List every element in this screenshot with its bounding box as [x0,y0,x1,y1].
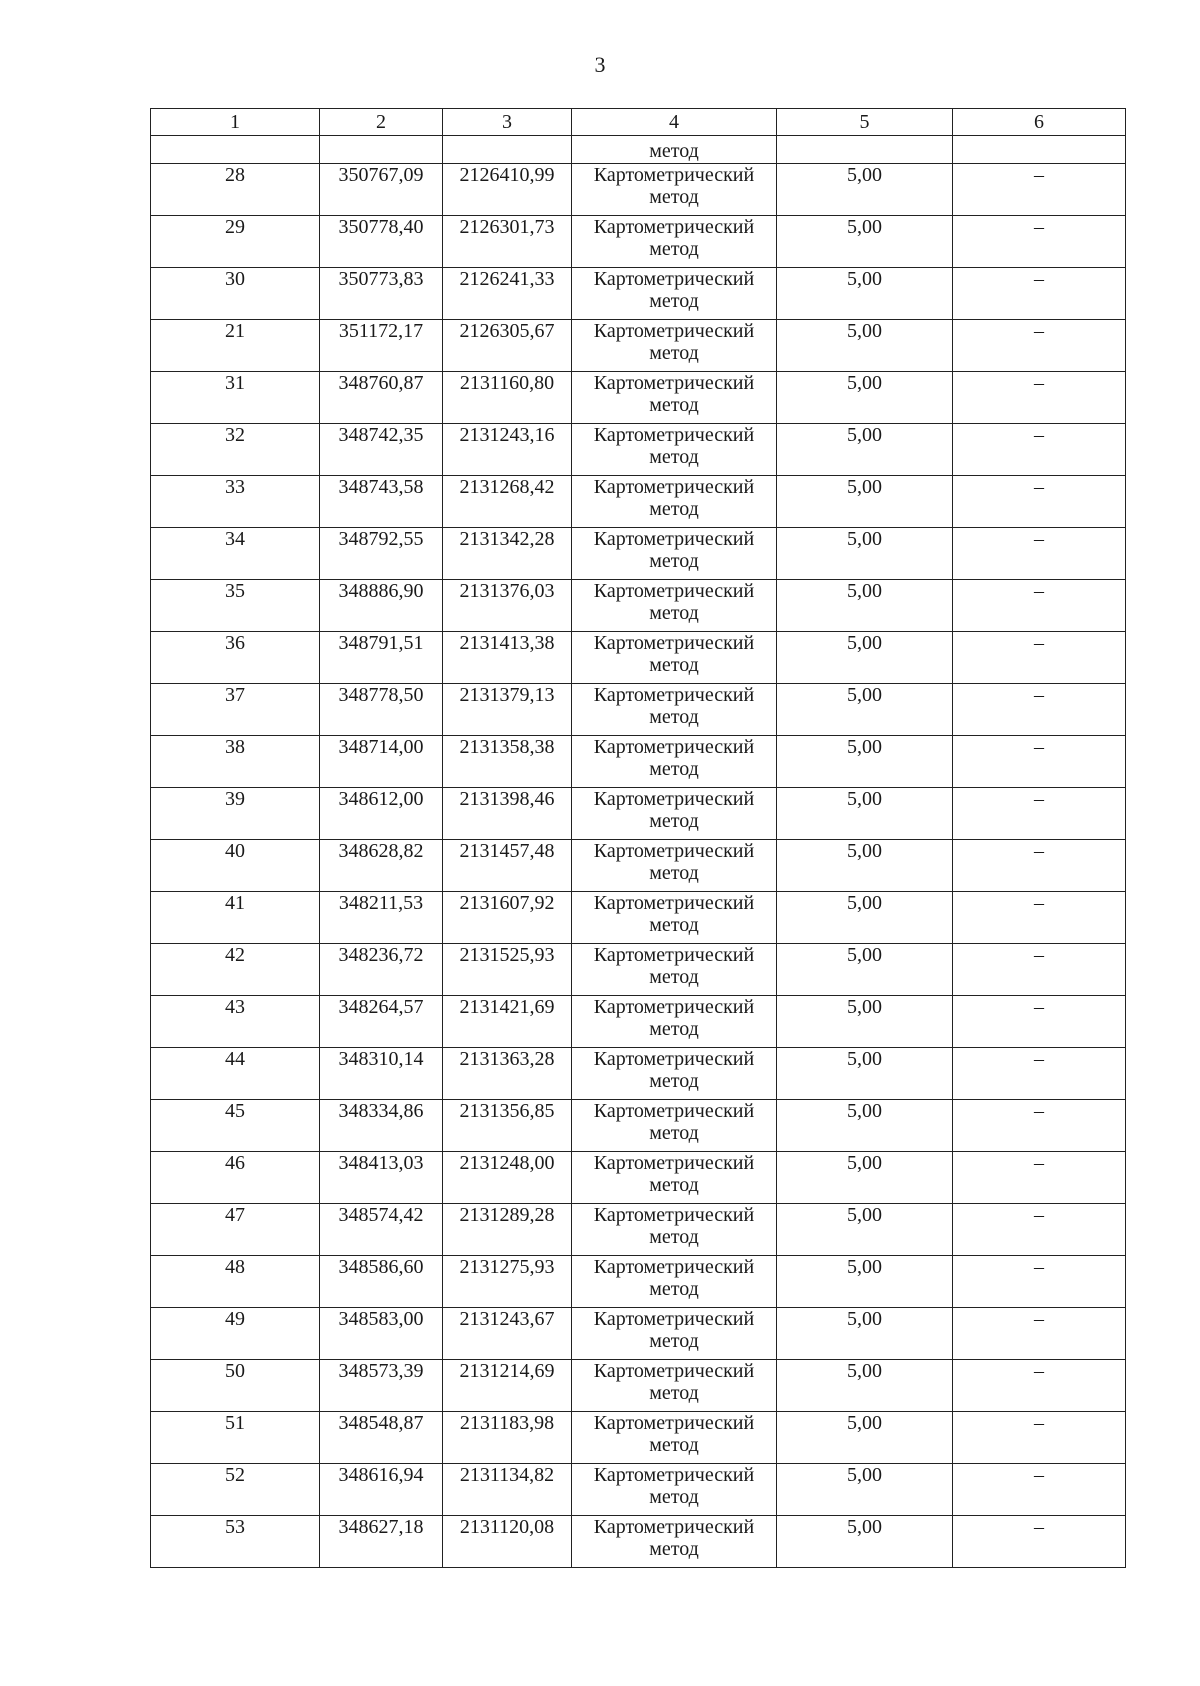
note-cell: – [953,840,1126,892]
x-coordinate-cell: 348548,87 [320,1412,443,1464]
point-number-cell: 32 [151,424,320,476]
table-row [151,528,1126,580]
x-coordinate-cell: 348743,58 [320,476,443,528]
note-cell: – [953,164,1126,216]
x-coordinate-cell: 351172,17 [320,320,443,372]
method-word: метод [649,1330,699,1352]
method-word: метод [649,1226,699,1248]
x-coordinate-cell: 348714,00 [320,736,443,788]
point-number-cell: 41 [151,892,320,944]
method-cell [572,1100,777,1152]
note-cell: – [953,1360,1126,1412]
accuracy-cell: 5,00 [777,476,953,528]
note-cell: – [953,944,1126,996]
method-cell [572,840,777,892]
note-cell: – [953,580,1126,632]
point-number-cell [151,136,320,164]
method-cell [572,996,777,1048]
accuracy-cell: 5,00 [777,840,953,892]
method-cell [572,788,777,840]
method-name: Картометрический [593,892,755,914]
note-cell: – [953,528,1126,580]
method-cell: метод [572,136,777,164]
note-cell: – [953,372,1126,424]
method-name: Картометрический [593,476,755,498]
accuracy-cell: 5,00 [777,268,953,320]
method-word: метод [649,862,699,884]
note-cell: – [953,1204,1126,1256]
method-name: Картометрический [593,1204,755,1226]
note-cell: – [953,1308,1126,1360]
accuracy-cell: 5,00 [777,684,953,736]
method-cell [572,1516,777,1568]
method-name: Картометрический [593,840,755,862]
method-name: Картометрический [593,1516,755,1538]
table-row [151,944,1126,996]
table-row [151,1256,1126,1308]
point-number-cell: 52 [151,1464,320,1516]
method-cell [572,632,777,684]
page-number: 3 [594,52,606,77]
note-cell: – [953,216,1126,268]
method-cell [572,424,777,476]
note-cell: – [953,1048,1126,1100]
point-number-cell: 51 [151,1412,320,1464]
method-word: метод [649,1382,699,1404]
note-cell: – [953,1256,1126,1308]
y-coordinate-cell: 2131275,93 [443,1256,572,1308]
note-cell: – [953,1152,1126,1204]
accuracy-cell: 5,00 [777,788,953,840]
y-coordinate-cell: 2131525,93 [443,944,572,996]
x-coordinate-cell: 348264,57 [320,996,443,1048]
table-row [151,164,1126,216]
accuracy-cell: 5,00 [777,1048,953,1100]
method-cell [572,1360,777,1412]
note-cell: – [953,1100,1126,1152]
table-row [151,736,1126,788]
method-word: метод [649,810,699,832]
accuracy-cell: 5,00 [777,632,953,684]
note-cell: – [953,892,1126,944]
method-word: метод [649,1018,699,1040]
y-coordinate-cell: 2131457,48 [443,840,572,892]
point-number-cell: 33 [151,476,320,528]
y-coordinate-cell: 2126305,67 [443,320,572,372]
accuracy-cell: 5,00 [777,164,953,216]
table-row [151,372,1126,424]
note-cell: – [953,1412,1126,1464]
table-row [151,320,1126,372]
y-coordinate-cell: 2131363,28 [443,1048,572,1100]
method-word: метод [649,1434,699,1456]
y-coordinate-cell: 2126301,73 [443,216,572,268]
x-coordinate-cell [320,136,443,164]
method-cell [572,944,777,996]
method-name: Картометрический [593,216,755,238]
y-coordinate-cell: 2131398,46 [443,788,572,840]
accuracy-cell: 5,00 [777,1360,953,1412]
point-number-cell: 48 [151,1256,320,1308]
method-name: Картометрический [593,996,755,1018]
x-coordinate-cell: 348616,94 [320,1464,443,1516]
point-number-cell: 36 [151,632,320,684]
accuracy-cell: 5,00 [777,1516,953,1568]
method-name: Картометрический [593,580,755,602]
method-name: Картометрический [593,1152,755,1174]
point-number-cell: 21 [151,320,320,372]
column-header: 6 [953,109,1126,136]
point-number-cell: 40 [151,840,320,892]
method-cell [572,892,777,944]
x-coordinate-cell: 348742,35 [320,424,443,476]
accuracy-cell: 5,00 [777,736,953,788]
point-number-cell: 53 [151,1516,320,1568]
column-header: 3 [443,109,572,136]
table-row [151,268,1126,320]
point-number-cell: 35 [151,580,320,632]
accuracy-cell: 5,00 [777,1152,953,1204]
y-coordinate-cell: 2131120,08 [443,1516,572,1568]
x-coordinate-cell: 348334,86 [320,1100,443,1152]
point-number-cell: 46 [151,1152,320,1204]
x-coordinate-cell: 348583,00 [320,1308,443,1360]
x-coordinate-cell: 348628,82 [320,840,443,892]
y-coordinate-cell: 2131421,69 [443,996,572,1048]
x-coordinate-cell: 348211,53 [320,892,443,944]
table-row [151,1516,1126,1568]
accuracy-cell: 5,00 [777,1412,953,1464]
x-coordinate-cell: 348310,14 [320,1048,443,1100]
x-coordinate-cell: 348574,42 [320,1204,443,1256]
x-coordinate-cell: 348586,60 [320,1256,443,1308]
column-header: 1 [151,109,320,136]
method-word: метод [649,602,699,624]
x-coordinate-cell: 348573,39 [320,1360,443,1412]
method-name: Картометрический [593,632,755,654]
method-name: Картометрический [593,684,755,706]
method-word: метод [649,290,699,312]
table-row [151,788,1126,840]
y-coordinate-cell: 2131214,69 [443,1360,572,1412]
table-row [151,684,1126,736]
table-row [151,1152,1126,1204]
column-number-header-row [151,109,1126,136]
method-name: Картометрический [593,736,755,758]
column-header: 2 [320,109,443,136]
method-name: Картометрический [593,528,755,550]
note-cell: – [953,1464,1126,1516]
accuracy-cell: 5,00 [777,1308,953,1360]
method-name: Картометрический [593,372,755,394]
accuracy-cell: 5,00 [777,372,953,424]
method-name: Картометрический [593,268,755,290]
table-row [151,892,1126,944]
method-cell [572,1048,777,1100]
accuracy-cell [777,136,953,164]
method-cell [572,736,777,788]
table-row [151,1464,1126,1516]
method-name: Картометрический [593,1256,755,1278]
method-cell [572,320,777,372]
y-coordinate-cell: 2131356,85 [443,1100,572,1152]
x-coordinate-cell: 348236,72 [320,944,443,996]
accuracy-cell: 5,00 [777,1256,953,1308]
note-cell: – [953,320,1126,372]
y-coordinate-cell: 2131358,38 [443,736,572,788]
note-cell: – [953,736,1126,788]
note-cell: – [953,476,1126,528]
table-row [151,476,1126,528]
table-row [151,1412,1126,1464]
method-word: метод [649,1122,699,1144]
method-name: Картометрический [593,1464,755,1486]
accuracy-cell: 5,00 [777,320,953,372]
point-number-cell: 47 [151,1204,320,1256]
x-coordinate-cell: 348778,50 [320,684,443,736]
x-coordinate-cell: 348612,00 [320,788,443,840]
method-cell [572,372,777,424]
y-coordinate-cell: 2131183,98 [443,1412,572,1464]
method-name: Картометрический [593,164,755,186]
note-cell: – [953,996,1126,1048]
method-name: Картометрический [593,1412,755,1434]
point-number-cell: 29 [151,216,320,268]
y-coordinate-cell: 2131268,42 [443,476,572,528]
method-name: Картометрический [593,320,755,342]
method-cell [572,476,777,528]
table-row [151,1048,1126,1100]
method-cell [572,1256,777,1308]
method-word: метод [649,394,699,416]
y-coordinate-cell: 2131243,67 [443,1308,572,1360]
table-row [151,1308,1126,1360]
accuracy-cell: 5,00 [777,944,953,996]
method-cell [572,216,777,268]
accuracy-cell: 5,00 [777,216,953,268]
point-number-cell: 37 [151,684,320,736]
point-number-cell: 30 [151,268,320,320]
method-word: метод [649,238,699,260]
table-row [151,1360,1126,1412]
note-cell: – [953,268,1126,320]
y-coordinate-cell: 2131413,38 [443,632,572,684]
method-cell [572,1204,777,1256]
method-word: метод [649,914,699,936]
x-coordinate-cell: 350767,09 [320,164,443,216]
method-word: метод [649,1486,699,1508]
note-cell: – [953,424,1126,476]
y-coordinate-cell: 2131160,80 [443,372,572,424]
method-word: метод [649,758,699,780]
x-coordinate-cell: 348791,51 [320,632,443,684]
point-number-cell: 31 [151,372,320,424]
y-coordinate-cell: 2131243,16 [443,424,572,476]
y-coordinate-cell: 2131289,28 [443,1204,572,1256]
method-word: метод [649,966,699,988]
note-cell [953,136,1126,164]
note-cell: – [953,632,1126,684]
point-number-cell: 28 [151,164,320,216]
coordinates-table [150,108,1126,1568]
method-name: Картометрический [593,1308,755,1330]
method-word: метод [649,1278,699,1300]
table-row [151,1100,1126,1152]
method-cell [572,1152,777,1204]
y-coordinate-cell: 2131248,00 [443,1152,572,1204]
x-coordinate-cell: 350773,83 [320,268,443,320]
note-cell: – [953,788,1126,840]
table-row [151,216,1126,268]
point-number-cell: 49 [151,1308,320,1360]
y-coordinate-cell: 2131134,82 [443,1464,572,1516]
accuracy-cell: 5,00 [777,1100,953,1152]
point-number-cell: 39 [151,788,320,840]
table-row [151,424,1126,476]
accuracy-cell: 5,00 [777,580,953,632]
table-row [151,632,1126,684]
y-coordinate-cell: 2131379,13 [443,684,572,736]
y-coordinate-cell: 2126410,99 [443,164,572,216]
table-row [151,580,1126,632]
method-cell [572,1464,777,1516]
accuracy-cell: 5,00 [777,892,953,944]
method-word: метод [649,550,699,572]
method-word: метод [649,706,699,728]
point-number-cell: 44 [151,1048,320,1100]
method-word: метод [649,342,699,364]
table-row [151,996,1126,1048]
method-cell [572,684,777,736]
note-cell: – [953,1516,1126,1568]
x-coordinate-cell: 348886,90 [320,580,443,632]
method-word: метод [649,186,699,208]
y-coordinate-cell [443,136,572,164]
x-coordinate-cell: 348760,87 [320,372,443,424]
method-name: Картометрический [593,944,755,966]
point-number-cell: 50 [151,1360,320,1412]
x-coordinate-cell: 348627,18 [320,1516,443,1568]
method-name: Картометрический [593,424,755,446]
method-name: Картометрический [593,1100,755,1122]
note-cell: – [953,684,1126,736]
point-number-cell: 45 [151,1100,320,1152]
point-number-cell: 42 [151,944,320,996]
y-coordinate-cell: 2131342,28 [443,528,572,580]
method-word: метод [649,654,699,676]
method-cell [572,1412,777,1464]
method-word: метод [649,1174,699,1196]
method-cell [572,164,777,216]
accuracy-cell: 5,00 [777,1464,953,1516]
method-cell [572,580,777,632]
x-coordinate-cell: 348413,03 [320,1152,443,1204]
continuation-row [151,136,1126,164]
method-cell [572,268,777,320]
method-name: Картометрический [593,1360,755,1382]
y-coordinate-cell: 2131607,92 [443,892,572,944]
accuracy-cell: 5,00 [777,1204,953,1256]
method-word: метод [649,446,699,468]
x-coordinate-cell: 348792,55 [320,528,443,580]
method-cell [572,1308,777,1360]
y-coordinate-cell: 2131376,03 [443,580,572,632]
method-name: Картометрический [593,1048,755,1070]
column-header: 5 [777,109,953,136]
table-row [151,1204,1126,1256]
accuracy-cell: 5,00 [777,528,953,580]
y-coordinate-cell: 2126241,33 [443,268,572,320]
accuracy-cell: 5,00 [777,424,953,476]
method-name: Картометрический [593,788,755,810]
table-row [151,840,1126,892]
method-cell [572,528,777,580]
accuracy-cell: 5,00 [777,996,953,1048]
point-number-cell: 34 [151,528,320,580]
point-number-cell: 43 [151,996,320,1048]
point-number-cell: 38 [151,736,320,788]
method-word: метод [649,1538,699,1560]
method-word: метод [649,498,699,520]
x-coordinate-cell: 350778,40 [320,216,443,268]
method-word: метод [649,1070,699,1092]
column-header: 4 [572,109,777,136]
